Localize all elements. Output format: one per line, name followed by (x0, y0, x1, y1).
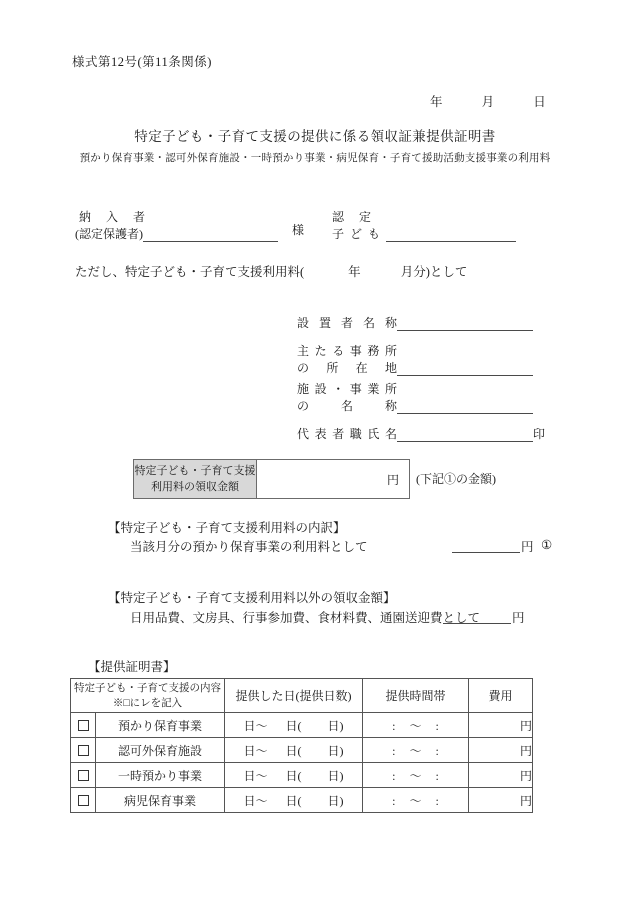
date-day-label: 日 (533, 95, 546, 109)
row-cost-unit: 円 (519, 793, 532, 808)
receipt-amount-label (134, 460, 257, 498)
provider-office-input[interactable] (397, 360, 533, 376)
table-row (71, 763, 533, 788)
provider-office-label-line2: の 所 在 地 (297, 361, 397, 375)
row-time-from: : (392, 718, 396, 733)
provider-rep-row (297, 425, 545, 442)
receipt-amount-input[interactable] (257, 460, 409, 498)
table-row (71, 738, 533, 763)
provider-name-input[interactable] (397, 315, 533, 331)
row-time-cell[interactable] (363, 763, 469, 788)
payer-label-line1: 納 入 者 (79, 210, 152, 224)
row-time-sep: 〜 (409, 793, 422, 808)
row-day-from: 日〜 (243, 768, 268, 783)
row-cost-cell[interactable] (469, 763, 533, 788)
row-time-cell[interactable] (363, 788, 469, 813)
provider-office-label-line1: 主たる事務所 (297, 344, 397, 358)
period-year-label: 年 (348, 265, 361, 279)
provider-name-label: 設 置 者 名 称 (297, 316, 397, 330)
breakdown1-amount-input[interactable] (452, 537, 520, 553)
row-days-cell[interactable] (225, 713, 363, 738)
checkbox-icon[interactable] (78, 745, 89, 756)
child-name-input[interactable] (386, 227, 516, 242)
breakdown1-heading: 【特定子ども・子育て支援利用料の内訳】 (108, 521, 346, 535)
breakdown2-unit: 円 (512, 611, 525, 625)
row-checkbox-cell[interactable] (71, 763, 96, 788)
row-time-sep: 〜 (409, 718, 422, 733)
row-checkbox-cell[interactable] (71, 788, 96, 813)
row-day-from: 日〜 (243, 793, 268, 808)
header-content-line1: 特定子ども・子育て支援の内容 (74, 682, 221, 694)
breakdown2-body: 日用品費、文房具、行事参加費、食材料費、通園送迎費として (130, 611, 481, 625)
breakdown2-amount-input[interactable] (443, 608, 511, 624)
table-header-row (71, 679, 533, 713)
row-service-name: 認可外保育施設 (96, 738, 225, 763)
provider-facility-row-2 (297, 397, 545, 414)
receipt-amount-label-line1: 特定子ども・子育て支援 (134, 465, 256, 477)
receipt-amount-label-line2: 利用料の領収金額 (151, 481, 239, 493)
breakdown1-body: 当該月分の預かり保育事業の利用料として (130, 540, 368, 554)
provider-info-block (297, 314, 545, 442)
seal-label: 印 (533, 427, 546, 441)
row-cost-unit: 円 (519, 743, 532, 758)
row-days-cell[interactable] (225, 788, 363, 813)
row-day-to: 日( (285, 793, 302, 808)
row-time-cell[interactable] (363, 713, 469, 738)
row-time-from: : (392, 793, 396, 808)
provider-facility-spacer (397, 382, 533, 397)
checkbox-icon[interactable] (78, 720, 89, 731)
provider-rep-label: 代 表 者 職 氏 名 (297, 427, 397, 441)
child-label-line2: 子ども (332, 227, 387, 241)
payer-label-row2 (75, 225, 278, 242)
row-day-from: 日〜 (243, 743, 268, 758)
row-days-cell[interactable] (225, 738, 363, 763)
row-time-to: : (435, 743, 439, 758)
period-line (75, 262, 467, 280)
provider-rep-input[interactable] (397, 426, 533, 442)
row-cost-cell[interactable] (469, 713, 533, 738)
row-service-name: 病児保育事業 (96, 788, 225, 813)
row-time-sep: 〜 (409, 743, 422, 758)
payer-label-line2: (認定保護者) (75, 227, 143, 241)
row-day-count: 日) (327, 743, 344, 758)
date-year-label: 年 (430, 95, 443, 109)
main-title: 特定子ども・子育て支援の提供に係る領収証兼提供証明書 (134, 129, 496, 144)
row-time-sep: 〜 (409, 768, 422, 783)
receipt-amount-box (133, 459, 410, 499)
row-cost-unit: 円 (519, 768, 532, 783)
header-content-line2: ※□にレを記入 (112, 697, 183, 709)
header-content (71, 679, 225, 713)
breakdown1-unit: 円 (521, 540, 534, 554)
row-service-name: 預かり保育事業 (96, 713, 225, 738)
provider-office-spacer (397, 344, 533, 359)
form-number: 様式第12号(第11条関係) (72, 55, 212, 69)
row-time-from: : (392, 768, 396, 783)
row-day-to: 日( (285, 718, 302, 733)
row-checkbox-cell[interactable] (71, 738, 96, 763)
provider-facility-label-line1: 施 設 ・ 事 業 所 (297, 382, 397, 396)
row-time-from: : (392, 743, 396, 758)
sub-title: 預かり保育事業・認可外保育施設・一時預かり事業・病児保育・子育て援助活動支援事業の利用料 (79, 153, 551, 164)
header-days: 提供した日(提供日数) (225, 679, 363, 713)
row-day-from: 日〜 (243, 718, 268, 733)
row-cost-unit: 円 (519, 718, 532, 733)
row-day-count: 日) (327, 718, 344, 733)
provider-facility-input[interactable] (397, 398, 533, 414)
row-time-to: : (435, 793, 439, 808)
period-prefix: ただし、特定子ども・子育て支援利用料( (75, 265, 305, 279)
row-service-name: 一時預かり事業 (96, 763, 225, 788)
row-time-to: : (435, 718, 439, 733)
child-label-row2 (330, 225, 516, 242)
receipt-amount-unit: 円 (386, 472, 399, 487)
checkbox-icon[interactable] (78, 770, 89, 781)
row-day-count: 日) (327, 768, 344, 783)
table-row (71, 788, 533, 813)
certificate-table (70, 678, 533, 813)
payer-honorific: 様 (292, 223, 305, 237)
row-day-to: 日( (285, 743, 302, 758)
provider-facility-row-1 (297, 380, 545, 397)
provider-facility-label-line2: の 名 称 (297, 399, 397, 413)
row-day-to: 日( (285, 768, 302, 783)
child-label-line1: 認 定 (332, 210, 378, 224)
provider-name-row (297, 314, 545, 331)
table-row (71, 713, 533, 738)
row-cost-cell[interactable] (469, 738, 533, 763)
provider-office-row-2 (297, 359, 545, 376)
period-month-suffix: 月分)として (400, 265, 468, 279)
row-day-count: 日) (327, 793, 344, 808)
certificate-heading: 【提供証明書】 (88, 660, 176, 674)
date-month-label: 月 (481, 95, 495, 109)
date-line (430, 92, 546, 110)
header-cost: 費用 (469, 679, 533, 713)
breakdown1-marker: ① (541, 538, 553, 552)
row-cost-cell[interactable] (469, 788, 533, 813)
payer-block (75, 208, 278, 242)
header-time: 提供時間帯 (363, 679, 469, 713)
checkbox-icon[interactable] (78, 795, 89, 806)
row-checkbox-cell[interactable] (71, 713, 96, 738)
row-time-to: : (435, 768, 439, 783)
child-block (330, 208, 516, 242)
breakdown2-heading: 【特定子ども・子育て支援利用料以外の領収金額】 (108, 591, 396, 605)
payer-name-input[interactable] (143, 227, 278, 242)
receipt-amount-note: (下記①の金額) (416, 472, 496, 486)
row-days-cell[interactable] (225, 763, 363, 788)
provider-office-row-1 (297, 342, 545, 359)
row-time-cell[interactable] (363, 738, 469, 763)
